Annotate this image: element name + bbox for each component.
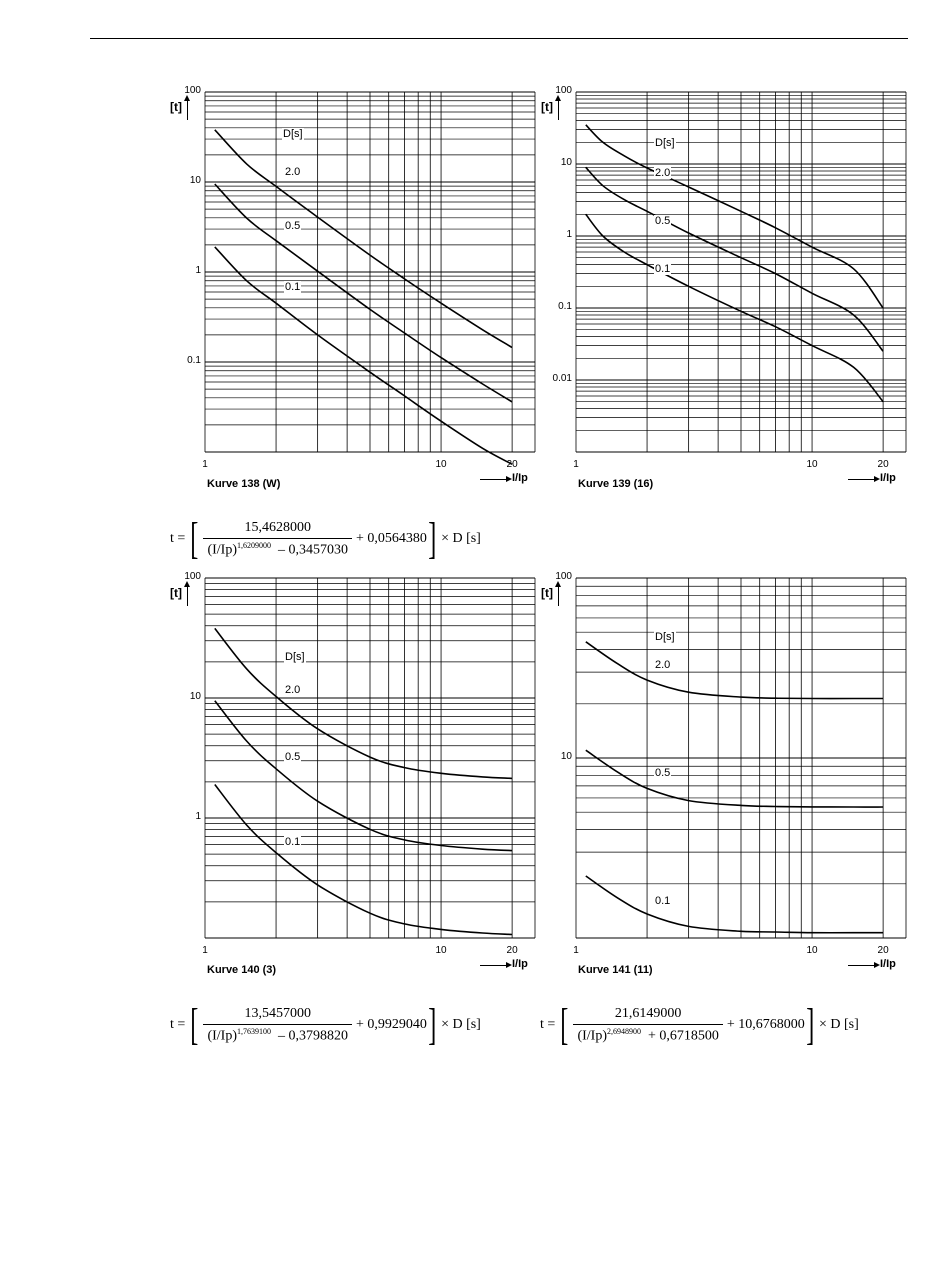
formula-den-rest: + 0,6718500 bbox=[648, 1028, 719, 1044]
formula-tail: × D [s] bbox=[441, 1017, 481, 1032]
y-tick-label: 0.01 bbox=[552, 373, 572, 384]
x-axis-label: I/Ip bbox=[512, 958, 528, 970]
x-tick-label: 10 bbox=[435, 459, 447, 470]
bracket-left: [ bbox=[190, 514, 199, 563]
chart-caption: Kurve 141 (11) bbox=[578, 964, 653, 976]
y-tick-label: 0.1 bbox=[187, 355, 201, 366]
y-axis-arrow-icon bbox=[558, 586, 559, 606]
formula-exponent: 1,7639100 bbox=[237, 1026, 271, 1036]
y-tick-label: 10 bbox=[189, 691, 201, 702]
x-tick-label: 20 bbox=[877, 945, 889, 956]
series-label: 0.5 bbox=[655, 767, 671, 779]
y-tick-label: 0.1 bbox=[558, 301, 572, 312]
series-label: 0.1 bbox=[655, 263, 671, 275]
formula-exponent: 2,6948900 bbox=[607, 1026, 641, 1036]
bracket-left: [ bbox=[190, 1000, 199, 1049]
y-axis-label: [t] bbox=[170, 100, 182, 114]
y-tick-label: 1 bbox=[566, 229, 572, 240]
series-label: 2.0 bbox=[285, 166, 301, 178]
formula-base: (I/Ip) bbox=[577, 1028, 607, 1044]
legend-title: D[s] bbox=[655, 631, 675, 643]
x-axis-label: I/Ip bbox=[512, 472, 528, 484]
series-label: 0.5 bbox=[285, 220, 301, 232]
x-axis-label: I/Ip bbox=[880, 472, 896, 484]
formula-eq: = bbox=[177, 1017, 186, 1032]
formula-den-rest: – 0,3798820 bbox=[278, 1028, 348, 1044]
y-tick-label: 100 bbox=[555, 85, 572, 96]
series-label: 2.0 bbox=[655, 167, 671, 179]
legend-title: D[s] bbox=[655, 137, 675, 149]
series-label: 0.5 bbox=[655, 215, 671, 227]
formula-eq: = bbox=[547, 1017, 556, 1032]
formula-fraction bbox=[573, 1006, 722, 1045]
legend-title: D[s] bbox=[283, 128, 303, 140]
x-axis-arrow-icon bbox=[848, 965, 874, 966]
x-tick-label: 1 bbox=[202, 945, 208, 956]
x-tick-label: 10 bbox=[435, 945, 447, 956]
formula-t: t bbox=[170, 531, 174, 546]
x-tick-label: 1 bbox=[202, 459, 208, 470]
chart-caption: Kurve 138 (W) bbox=[207, 478, 281, 490]
x-tick-label: 10 bbox=[806, 945, 818, 956]
series-label: 0.5 bbox=[285, 751, 301, 763]
bracket-right: ] bbox=[428, 514, 437, 563]
formula-base: (I/Ip) bbox=[207, 1028, 237, 1044]
bracket-right: ] bbox=[428, 1000, 437, 1049]
formula-den-rest: – 0,3457030 bbox=[278, 542, 348, 558]
formula-numerator: 13,5457000 bbox=[244, 1005, 311, 1021]
y-axis-label: [t] bbox=[541, 100, 553, 114]
formula-tail: × D [s] bbox=[441, 531, 481, 546]
chart-caption: Kurve 140 (3) bbox=[207, 964, 277, 976]
formula-exponent: 1,6209000 bbox=[237, 540, 271, 550]
series-line-2.0 bbox=[586, 642, 883, 699]
formula-plus: + 0,0564380 bbox=[356, 531, 427, 546]
x-tick-label: 1 bbox=[573, 459, 579, 470]
x-tick-label: 10 bbox=[806, 459, 818, 470]
y-tick-label: 100 bbox=[184, 85, 201, 96]
series-label: 2.0 bbox=[655, 659, 671, 671]
x-axis-label: I/Ip bbox=[880, 958, 896, 970]
formula-t: t bbox=[170, 1017, 174, 1032]
formula-t: t bbox=[540, 1017, 544, 1032]
y-tick-label: 10 bbox=[560, 751, 572, 762]
y-tick-label: 10 bbox=[560, 157, 572, 168]
x-tick-label: 20 bbox=[506, 945, 518, 956]
formula-plus: + 0,9929040 bbox=[356, 1017, 427, 1032]
series-label: 2.0 bbox=[285, 684, 301, 696]
formula bbox=[540, 1000, 859, 1049]
series-label: 0.1 bbox=[285, 836, 301, 848]
x-tick-label: 1 bbox=[573, 945, 579, 956]
y-axis-label: [t] bbox=[170, 586, 182, 600]
series-line-0.1 bbox=[586, 876, 883, 933]
series-line-0.5 bbox=[586, 750, 883, 807]
series-label: 0.1 bbox=[285, 281, 301, 293]
legend-title: D[s] bbox=[285, 651, 305, 663]
formula-plus: + 10,6768000 bbox=[726, 1017, 805, 1032]
formula-numerator: 21,6149000 bbox=[614, 1005, 682, 1021]
formula-denominator bbox=[573, 1024, 722, 1045]
series-label: 0.1 bbox=[655, 895, 671, 907]
y-tick-label: 100 bbox=[555, 571, 572, 582]
chart-caption: Kurve 139 (16) bbox=[578, 478, 654, 490]
x-tick-label: 20 bbox=[877, 459, 889, 470]
x-tick-label: 20 bbox=[506, 459, 518, 470]
formula-numerator: 15,4628000 bbox=[244, 519, 311, 535]
y-tick-label: 1 bbox=[195, 265, 201, 276]
formula-tail: × D [s] bbox=[818, 1017, 859, 1032]
y-tick-label: 10 bbox=[189, 175, 201, 186]
bracket-right: ] bbox=[806, 1000, 815, 1049]
y-tick-label: 1 bbox=[195, 811, 201, 822]
bracket-left: [ bbox=[560, 1000, 569, 1049]
formula-base: (I/Ip) bbox=[207, 542, 237, 558]
formula-eq: = bbox=[177, 531, 186, 546]
y-tick-label: 100 bbox=[184, 571, 201, 582]
y-axis-label: [t] bbox=[541, 586, 553, 600]
